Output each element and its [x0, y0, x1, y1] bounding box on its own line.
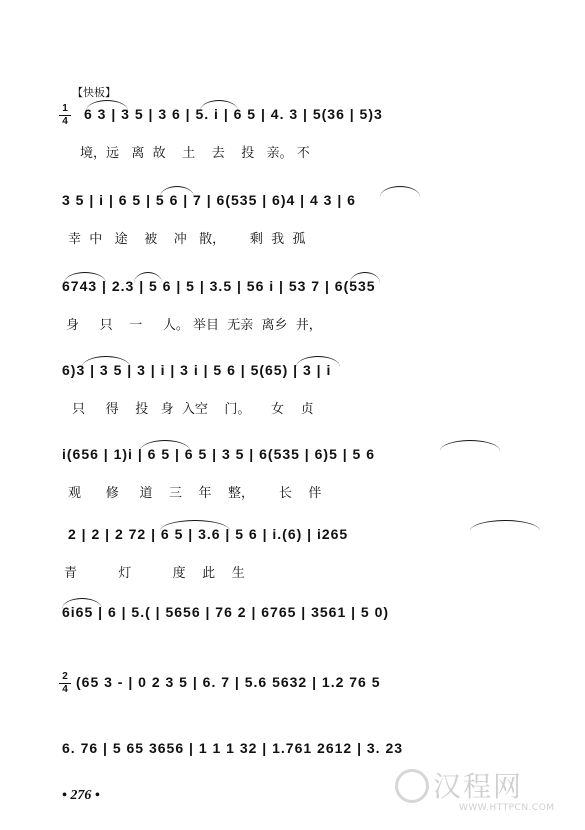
slur: [160, 186, 194, 197]
slur: [64, 272, 106, 283]
slur: [380, 186, 420, 197]
slur: [296, 356, 340, 367]
slur: [140, 440, 190, 451]
time-signature: 1 4: [58, 104, 72, 127]
notation-line: 6743 | 2.3 | 5 6 | 5 | 3.5 | 56 i | 53 7 | 6(535: [62, 278, 376, 294]
lyric-line: 只 得 投 身 入空 门。 女 贞: [72, 402, 314, 417]
notation-line: 3 5 | i | 6 5 | 5 6 | 7 | 6(535 | 6)4 | 4 3 | 6: [62, 192, 356, 208]
slur: [86, 100, 128, 111]
lyric-line: 幸 中 途 被 冲 散， 剩 我 孤: [68, 232, 306, 247]
slur: [160, 520, 230, 531]
watermark-brand: 汉程网: [433, 770, 524, 803]
slur: [82, 356, 130, 367]
slur: [134, 272, 162, 283]
slur: [200, 100, 238, 111]
notation-line: i(656 | 1)i | 6 5 | 6 5 | 3 5 | 6(535 | 6)5 | 5 6: [62, 446, 376, 462]
lyric-line: 身 只 一 人。 举目 无亲 离乡 井，: [66, 318, 322, 333]
slur: [440, 440, 500, 451]
slur: [62, 598, 102, 609]
slur: [350, 272, 380, 283]
lyric-line: 青 灯 度 此 生: [64, 566, 245, 581]
notation-line: 2 | 2 | 2 72 | 6 5 | 3.6 | 5 6 | i.(6) | i265: [68, 526, 349, 542]
watermark-url: WWW.HTTPCN.COM: [459, 803, 555, 813]
slur: [470, 520, 540, 531]
time-signature: 2 4: [58, 672, 72, 695]
page-number: • 276 •: [62, 788, 100, 803]
watermark: [395, 765, 565, 817]
notation-line: 6)3 | 3 5 | 3 | i | 3 i | 5 6 | 5(65) | 3 | i: [62, 362, 332, 378]
notation-line: (65 3 - | 0 2 3 5 | 6. 7 | 5.6 5632 | 1.2 76 5: [76, 674, 381, 690]
notation-line: 6i65 | 6 | 5.( | 5656 | 76 2 | 6765 | 3561 | 5 0): [62, 604, 390, 620]
notation-line: 6 3 | 3 5 | 3 6 | 5. i | 6 5 | 4. 3 | 5(36 | 5)3: [84, 106, 383, 122]
tempo-marking: 【快板】: [72, 86, 116, 99]
lyric-line: 观 修 道 三 年 整， 长 伴: [68, 486, 322, 501]
notation-line: 6. 76 | 5 65 3656 | 1 1 1 32 | 1.761 2612 | 3. 23: [62, 740, 404, 756]
lyric-line: 境，远 离 故 土 去 投 亲。 不: [80, 146, 310, 161]
watermark-logo-icon: [395, 769, 429, 803]
